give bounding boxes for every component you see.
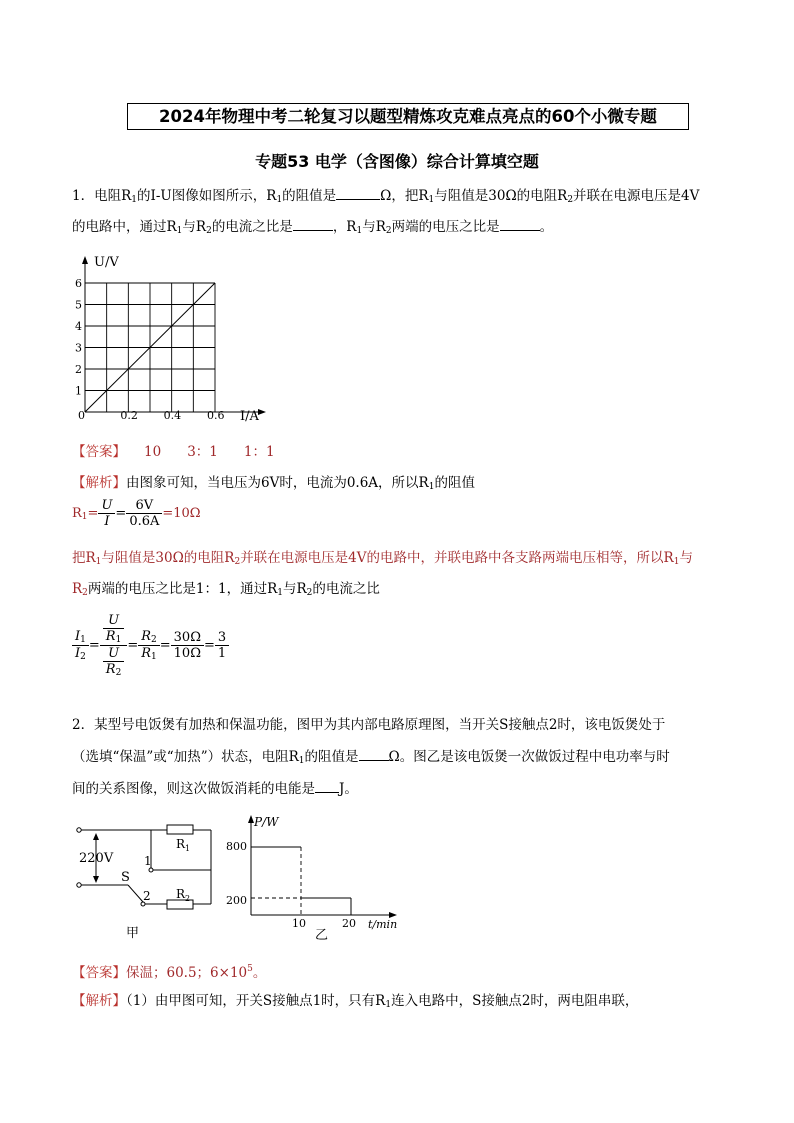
q1-line-2: 的电路中，通过$R_1$与$R_2$的电流之比是 ，$R_1$与$R_2$两端的电压之比是 。 xyxy=(72,216,553,242)
q1-analysis-1: 【解析】由图象可知，当电压为6V时，电流为0.6A，所以$R_1$的阻值 xyxy=(72,475,475,492)
y-axis-label: U/V xyxy=(94,255,119,270)
q2-line-1: 2．某型号电饭煲有加热和保温功能，图甲为其内部电路原理图，当开关S接触点2时，该电饭煲处于 xyxy=(72,717,666,733)
x-tick-label: 0.6 xyxy=(207,409,225,422)
y-tick-label: 6 xyxy=(75,277,82,290)
answer-blank[interactable] xyxy=(359,746,389,761)
answer-label: 【答案】 xyxy=(72,444,126,460)
y-tick-800: 800 xyxy=(226,840,247,853)
y-tick-label: 2 xyxy=(75,363,82,376)
y-tick-label: 5 xyxy=(75,298,82,312)
x-tick-label: 0 xyxy=(78,409,85,422)
svg-text:220V: 220V xyxy=(79,851,114,866)
y-tick-label: 3 xyxy=(75,341,82,355)
document-title: 2024年物理中考二轮复习以题型精炼攻克难点亮点的60个小微专题 xyxy=(127,103,689,130)
svg-text:R2: $R_2$ xyxy=(176,887,191,903)
analysis-label: 【解析】 xyxy=(72,475,126,491)
circuit-diagram xyxy=(70,815,220,940)
answer-blank[interactable] xyxy=(336,185,380,200)
t-axis-label: t/min xyxy=(368,918,398,931)
answer-blank[interactable] xyxy=(500,216,540,231)
x-tick-label: 0.2 xyxy=(120,409,138,422)
y-tick-label: 4 xyxy=(75,320,82,333)
answer-blank[interactable] xyxy=(315,778,339,793)
resistor-r1 xyxy=(167,825,193,834)
svg-text:R1: $R_1$ xyxy=(176,837,191,853)
svg-text:甲: 甲 xyxy=(126,926,140,940)
switch-s xyxy=(128,885,143,902)
y-axis-arrow xyxy=(82,256,88,264)
q2-line-3: 间的关系图像，则这次做饭消耗的电能是 J。 xyxy=(72,778,358,800)
graph-caption: 乙 xyxy=(315,928,329,943)
q1-analysis-2: 把$R_1$与阻值是30Ω的电阻$R_2$并联在电源电压是4V的电路中，并联电路中各支路两端电压相等，所以$R_1$与 xyxy=(72,550,693,567)
p-axis-label: P/W xyxy=(254,815,279,829)
y-tick-label: 1 xyxy=(75,384,82,398)
q2-line-2: （选填“保温”或“加热”）状态，电阻$R_1$的阻值是 Ω。图乙是该电饭煲一次做饭过程中电功率与时 xyxy=(72,746,670,772)
x-tick-20: 20 xyxy=(342,917,356,930)
svg-text:S: S xyxy=(121,870,130,885)
q1-analysis-3: $R_2$两端的电压之比是1：1，通过$R_1$与$R_2$的电流之比 xyxy=(72,581,380,598)
topic-subtitle: 专题53 电学（含图像）综合计算填空题 xyxy=(255,152,539,171)
x-tick-10: 10 xyxy=(292,917,306,930)
iu-chart xyxy=(70,252,270,427)
svg-text:2: 2 xyxy=(143,889,151,903)
x-tick-label: 0.4 xyxy=(163,409,182,422)
q2-analysis: 【解析】（1）由甲图可知，开关S接触点1时，只有$R_1$连入电路中，S接触点2时，两电阻串联， xyxy=(72,993,639,1010)
answer-blank[interactable] xyxy=(293,216,333,231)
svg-text:1: 1 xyxy=(144,854,152,868)
q2-answer: 【答案】保温；60.5；$6\times 10^5$。 xyxy=(72,964,267,981)
power-time-graph xyxy=(218,810,408,945)
x-axis-label: I/A xyxy=(240,409,259,424)
equation-r1: $R_1=$ $\frac{U}{I}$ = $\frac{6V}{0.6A}$ =10Ω xyxy=(72,498,201,529)
x-axis-arrow xyxy=(258,409,266,415)
equation-current-ratio: $\frac{I_1}{I_2}$ = $\frac{\frac{U}{R_1}}{\frac{U}{R_2}}$ = $\frac{R_2}{R_1}$ = $\frac{30\Omega}{10\Omega}$ = $\frac{3}{1}$ xyxy=(72,613,229,678)
q1-line-1: 1．电阻$R_1$的I-U图像如图所示，$R_1$的阻值是 Ω，把$R_1$与阻值是30Ω的电阻$R_2$并联在电源电压是4V xyxy=(72,185,699,211)
q1-answer: 【答案】 10 3：1 1：1 xyxy=(72,444,275,460)
y-tick-200: 200 xyxy=(226,894,247,907)
